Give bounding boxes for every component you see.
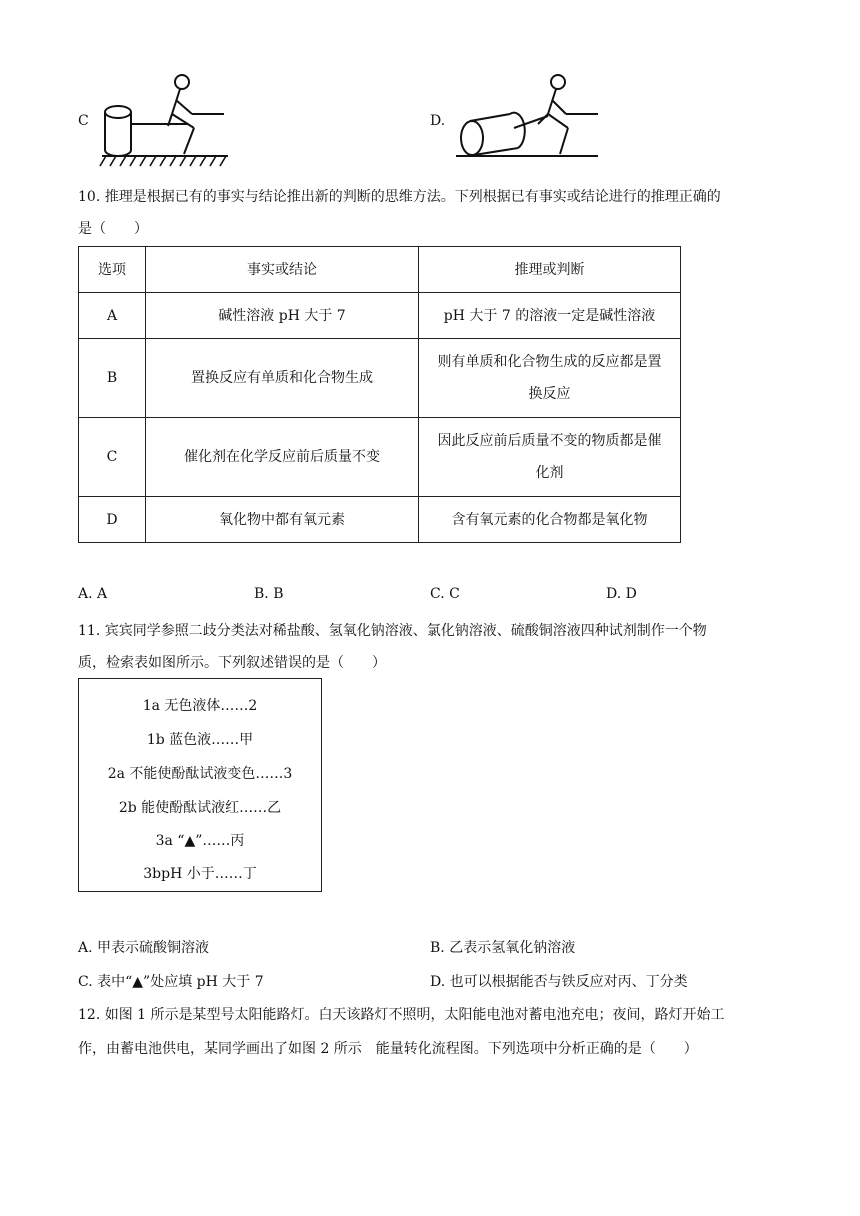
q10-answer-d[interactable]: D. D — [606, 586, 637, 602]
key-line: 3a “▲”……丙 — [155, 833, 245, 849]
key-line: 2b 能使酚酞试液红……乙 — [118, 800, 282, 816]
key-line: 2a 不能使酚酞试液变色……3 — [107, 766, 293, 782]
table-row — [79, 293, 681, 339]
q10-table — [78, 246, 681, 543]
table-row — [79, 418, 681, 497]
row-option: C — [79, 418, 146, 497]
q11-option-a[interactable]: A. 甲表示硫酸铜溶液 — [78, 940, 210, 956]
q10-answer-b[interactable]: B. B — [254, 586, 284, 602]
row-fact: 催化剂在化学反应前后质量不变 — [146, 418, 419, 497]
row-option: B — [79, 339, 146, 418]
option-c-label: C — [78, 113, 89, 129]
table-row — [79, 497, 681, 543]
table-row — [79, 339, 681, 418]
q12-stem-line1: 12. 如图 1 所示是某型号太阳能路灯。白天该路灯不照明，太阳能电池对蓄电池充电；夜间，路灯开始工 — [78, 1007, 725, 1023]
row-inference: 因此反应前后质量不变的物质都是催 化剂 — [419, 418, 681, 497]
row-inference: 则有单质和化合物生成的反应都是置 换反应 — [419, 339, 681, 418]
row-option: D — [79, 497, 146, 543]
figure-pulling-cylinder-lying — [452, 68, 602, 168]
dichotomous-key-box — [78, 678, 322, 892]
row-inference: 含有氧元素的化合物都是氧化物 — [419, 497, 681, 543]
q11-stem-line1: 11. 宾宾同学参照二歧分类法对稀盐酸、氢氧化钠溶液、氯化钠溶液、硫酸铜溶液四种试剂制作一个物 — [78, 623, 707, 639]
q11-option-b[interactable]: B. 乙表示氢氧化钠溶液 — [430, 940, 576, 956]
figure-pulling-cylinder-upright — [98, 68, 238, 168]
q11-option-c[interactable]: C. 表中“▲”处应填 pH 大于 7 — [78, 974, 264, 990]
key-line: 1b 蓝色液……甲 — [146, 732, 254, 748]
row-fact: 置换反应有单质和化合物生成 — [146, 339, 419, 418]
key-line: 3bpH 小于……丁 — [143, 866, 257, 882]
row-option: A — [79, 293, 146, 339]
q10-answer-c[interactable]: C. C — [430, 586, 460, 602]
header-fact: 事实或结论 — [146, 247, 419, 293]
q10-answer-a[interactable]: A. A — [78, 586, 108, 602]
option-d-label: D. — [430, 113, 446, 129]
q10-stem-line1: 10. 推理是根据已有的事实与结论推出新的判断的思维方法。下列根据已有事实或结论进行的推理正确的 — [78, 189, 721, 205]
row-fact: 碱性溶液 pH 大于 7 — [146, 293, 419, 339]
row-fact: 氧化物中都有氧元素 — [146, 497, 419, 543]
header-option: 选项 — [79, 247, 146, 293]
q10-stem-line2: 是（ ） — [78, 221, 148, 237]
header-inference: 推理或判断 — [419, 247, 681, 293]
q11-stem-line2: 质，检索表如图所示。下列叙述错误的是（ ） — [78, 655, 386, 671]
q11-option-d[interactable]: D. 也可以根据能否与铁反应对丙、丁分类 — [430, 974, 688, 990]
key-line: 1a 无色液体……2 — [142, 698, 258, 714]
row-inference: pH 大于 7 的溶液一定是碱性溶液 — [419, 293, 681, 339]
q12-stem-line2: 作，由蓄电池供电，某同学画出了如图 2 所示 能量转化流程图。下列选项中分析正确的是（ ） — [78, 1041, 698, 1057]
table-header-row — [79, 247, 681, 293]
